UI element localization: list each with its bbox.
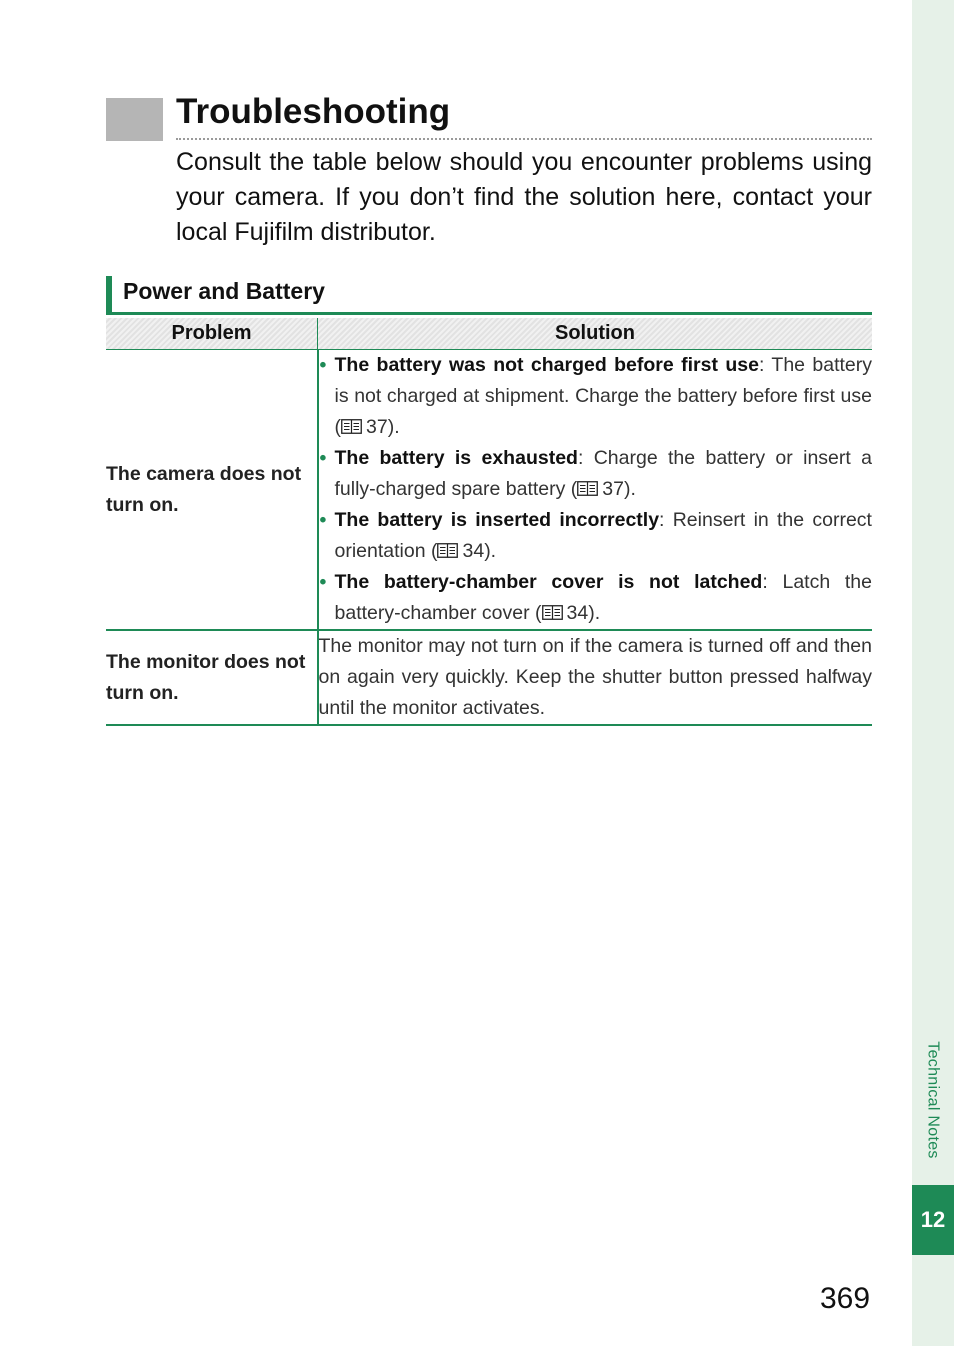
page-reference[interactable]: 34 [462,540,485,562]
solution-list [319,350,873,629]
page-number: 369 [820,1282,871,1315]
solution-cell [318,630,873,725]
book-icon [542,605,563,620]
section-accent-bar [106,276,112,314]
solution-text: The monitor may not turn on if the camera is turned off and then on again very quickly. Keep the shutter button pressed halfway until the monitor activates. [318,635,872,719]
title-square-icon [106,98,163,141]
solution-item-label: The battery is exhausted [334,447,578,469]
solution-item [319,567,873,629]
solution-item [319,505,873,567]
page-reference[interactable]: 37 [602,478,624,500]
page-reference[interactable]: 34 [566,602,589,624]
solution-item-label: The battery is inserted incorrectly [334,509,660,531]
section-title: Power and Battery [123,278,325,304]
solution-item-label: The battery was not charged before first use [334,354,759,376]
header-solution: Solution [318,318,873,350]
chapter-tab[interactable]: 12 [912,1185,954,1255]
table-header-row [106,318,872,350]
book-icon [577,481,598,496]
side-label [912,1020,954,1180]
solution-cell [318,350,873,631]
solution-item-text: : The battery is not charged at shipment. Charge the battery before first use ( [334,354,872,438]
solution-item [319,443,873,505]
solution-item-end: ). [623,478,636,500]
troubleshooting-table [106,318,872,726]
title-divider [176,138,872,140]
section-heading [106,276,872,315]
bullet-icon: • [319,447,327,469]
solution-item-text: : Reinsert in the correct orientation ( [334,509,872,562]
solution-item-label: The battery-chamber cover is not latched [334,571,763,593]
solution-item [319,350,873,443]
problem-cell: The camera does not turn on. [106,350,318,631]
solution-item-text: : Latch the battery-chamber cover ( [334,571,872,624]
intro-paragraph: Consult the table below should you encounter problems using your camera. If you don’t find the solution here, contact your local Fujifilm distributor. [176,148,872,246]
book-icon [341,419,362,434]
page-title: Troubleshooting [176,92,451,131]
solution-item-end: ). [484,540,497,562]
table-row [106,630,872,725]
problem-cell: The monitor does not turn on. [106,630,318,725]
header-problem: Problem [106,318,318,350]
bullet-icon: • [319,354,327,376]
page-reference[interactable]: 37 [366,416,388,438]
solution-item-end: ). [588,602,601,624]
solution-item-end: ). [387,416,400,438]
table-row [106,350,872,631]
book-icon [437,543,458,558]
side-label-text: Technical Notes [925,1041,943,1159]
bullet-icon: • [319,571,327,593]
bullet-icon: • [319,509,327,531]
solution-item-text: : Charge the battery or insert a fully-charged spare battery ( [334,447,872,500]
